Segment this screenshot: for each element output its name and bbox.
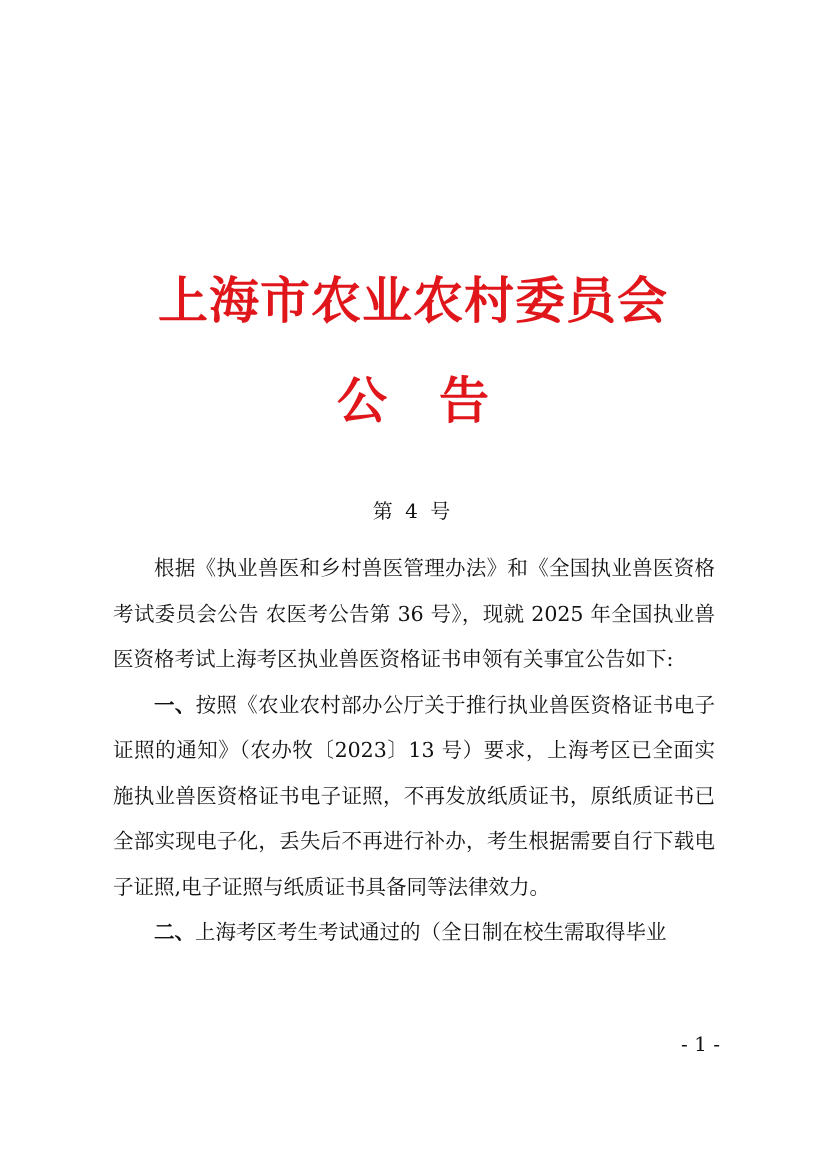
item-1-text: 按照《农业农村部办公厅关于推行执业兽医资格证书电子证照的通知》（农办牧〔2023〕13 号）要求，上海考区已全面实施执业兽医资格证书电子证照，不再发放纸质证书，原纸质证书已全部实现电子化，丢失后不再进行补办，考生根据需要自行下载电子证照,电子证照与纸质证书具备同等法律效力。 [113,692,715,899]
notice-title-char-2: 告 [439,371,489,430]
org-title: 上海市农业农村委员会 [158,271,668,330]
item-1-paragraph [113,683,715,911]
doc-number: 第 4 号 [372,499,454,523]
item-2-text: 上海考区考生考试通过的（全日制在校生需取得毕业 [195,920,667,944]
item-1-lead: 一、 [154,692,196,717]
intro-paragraph: 根据《执业兽医和乡村兽医管理办法》和《全国执业兽医资格考试委员会公告 农医考公告第 36 号》，现就 2025 年全国执业兽医资格考试上海考区执业兽医资格证书申领有关事宜公告如下: [113,556,715,671]
page-number: - 1 - [681,1032,720,1056]
body-text [113,546,715,956]
item-2-lead: 二、 [154,920,195,944]
notice-title [0,366,826,436]
item-2-paragraph [113,910,715,956]
notice-title-char-1: 公 [337,371,387,430]
